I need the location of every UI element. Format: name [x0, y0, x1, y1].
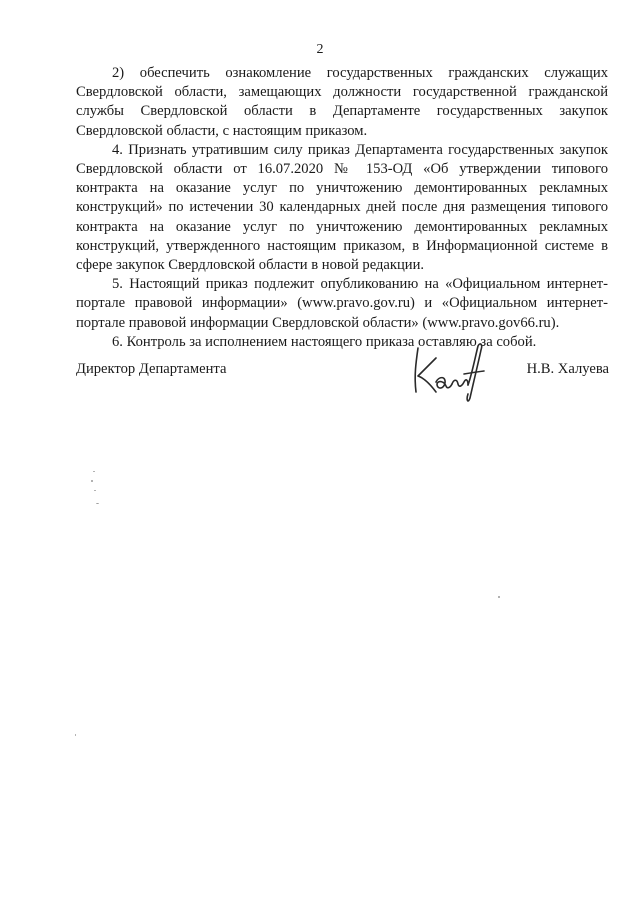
paragraph-item-4: 4. Признать утратившим силу приказ Департамента государственных закупок Свердловской области от 16.07.2020 № 153-ОД «Об утверждении типового контракта на оказание услуг по уничтожению демонтированных рекламных конструкций» по истечении 30 календарных дней после дня размещения типового контракта на оказание услуг по уничтожению демонтированных рекламных конструкций, утвержденного настоящим приказом, в Информационной системе в сфере закупок Свердловской области в новой редакции.	[76, 141, 608, 274]
page-number: 2	[316, 42, 324, 57]
paragraph-item-6: 6. Контроль за исполнением настоящего приказа оставляю за собой.	[112, 333, 537, 350]
paragraph-item-2: 2) обеспечить ознакомление государственных гражданских служащих Свердловской области, замещающих должности государственной гражданской службы Свердловской области в Департаменте государственных закупок Свердловской области, с настоящим приказом.	[76, 65, 608, 139]
signer-name: Н.В. Халуева	[526, 361, 609, 377]
handwritten-signature	[406, 338, 496, 410]
document-body	[76, 64, 608, 352]
signer-title: Директор Департамента	[76, 361, 227, 377]
paragraph-item-5: 5. Настоящий приказ подлежит опубликованию на «Официальном интернет-портале правовой информации» (www.pravo.gov.ru) и «Официальном интернет-портале правовой информации Свердловской области» (www.pravo.gov66.ru).	[76, 276, 608, 331]
signature-block	[76, 352, 609, 412]
